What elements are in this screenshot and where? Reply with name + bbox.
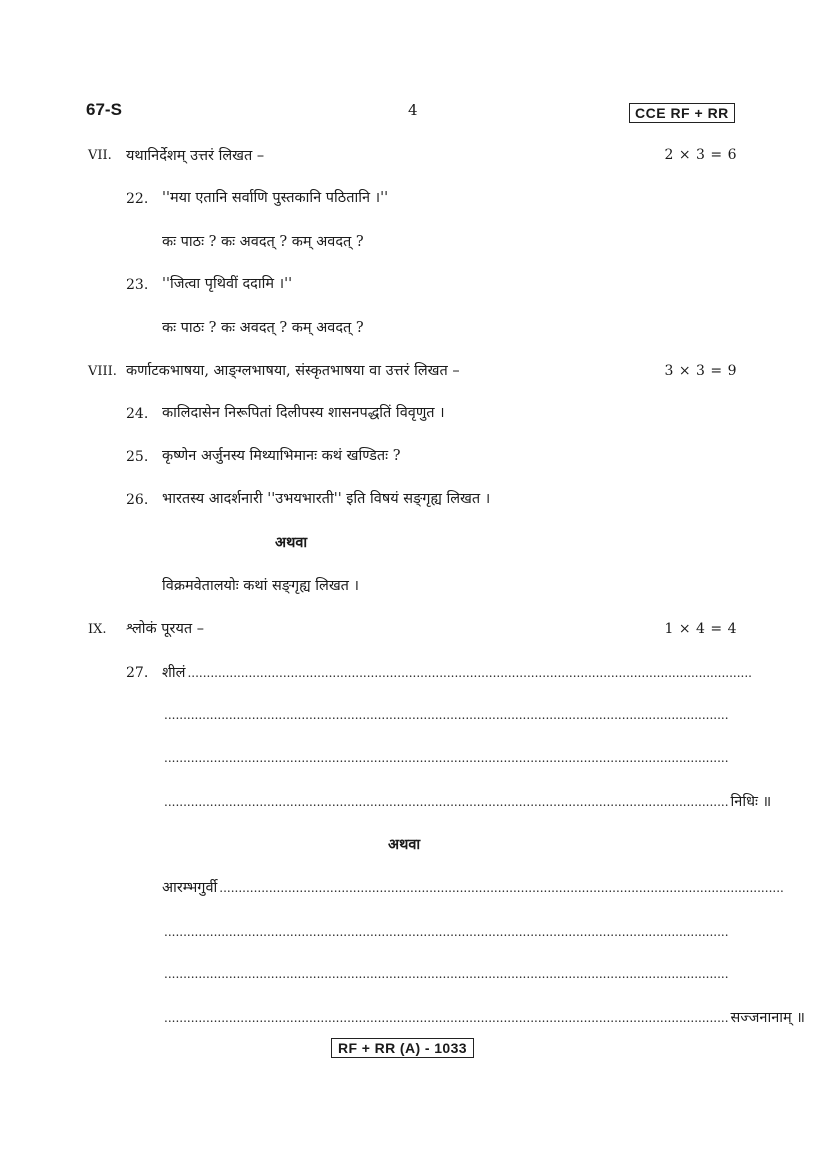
- section-8-instruction: कर्णाटकभाषया, आङ्ग्लभाषया, संस्कृतभाषया वा उत्तरं लिखत –: [126, 363, 460, 379]
- question-23-number: 23.: [126, 277, 149, 293]
- section-8-marks: 3 × 3 = 9: [664, 363, 737, 379]
- question-25-number: 25.: [126, 449, 149, 465]
- section-7-number: VII.: [88, 148, 112, 163]
- dotted-blank: ....................................................................................................................................................: [164, 751, 729, 765]
- dotted-blank: ....................................................................................................................................................: [164, 795, 729, 809]
- verse-end-word: निधिः ॥: [730, 794, 772, 810]
- or-label-8: अथवा: [275, 534, 308, 551]
- alt-verse-start-word: आरम्भगुर्वी: [162, 880, 218, 896]
- alt-verse-line-4: [162, 1007, 805, 1027]
- question-22-number: 22.: [126, 191, 149, 207]
- alt-verse-line-1: [162, 877, 784, 897]
- question-26-alternative: विक्रमवेतालयोः कथां सङ्गृह्य लिखत ।: [162, 578, 360, 594]
- page-number: 4: [408, 101, 418, 119]
- verse-line-1: [162, 662, 752, 682]
- or-label-9: अथवा: [388, 836, 421, 853]
- verse-line-2: [162, 708, 729, 722]
- question-27-number: 27.: [126, 665, 149, 681]
- alt-verse-end-word: सज्जनानाम् ॥: [730, 1010, 805, 1026]
- section-7-instruction: यथानिर्देशम् उत्तरं लिखत –: [126, 148, 265, 164]
- section-9-number: IX.: [88, 622, 107, 637]
- verse-line-3: [162, 751, 729, 765]
- question-23-text: ''जित्वा पृथिवीं ददामि ।'': [162, 276, 293, 292]
- question-23-sub: कः पाठः ? कः अवदत् ? कम् अवदत् ?: [162, 320, 364, 336]
- question-25-text: कृष्णेन अर्जुनस्य मिथ्याभिमानः कथं खण्डितः ?: [162, 448, 401, 464]
- paper-code: 67-S: [86, 100, 122, 119]
- verse-start-word: शीलं: [162, 665, 186, 681]
- question-26-text: भारतस्य आदर्शनारी ''उभयभारती'' इति विषयं सङ्गृह्य लिखत ।: [162, 491, 491, 507]
- dotted-blank: ....................................................................................................................................................: [164, 967, 729, 981]
- dotted-blank: ....................................................................................................................................................: [164, 1011, 729, 1025]
- section-9-instruction: श्लोकं पूरयत –: [126, 621, 205, 637]
- question-22-text: ''मया एतानि सर्वाणि पुस्तकानि पठितानि ।'': [162, 190, 389, 206]
- exam-type-box: CCE RF + RR: [629, 103, 735, 123]
- alt-verse-line-2: [162, 925, 729, 939]
- dotted-blank: ....................................................................................................................................................: [187, 666, 752, 680]
- question-26-number: 26.: [126, 492, 149, 508]
- section-7-marks: 2 × 3 = 6: [664, 147, 737, 163]
- dotted-blank: ....................................................................................................................................................: [164, 925, 729, 939]
- dotted-blank: ....................................................................................................................................................: [164, 708, 729, 722]
- question-24-text: कालिदासेन निरूपितां दिलीपस्य शासनपद्धतिं विवृणुत ।: [162, 405, 445, 421]
- section-8-number: VIII.: [88, 364, 117, 379]
- alt-verse-line-3: [162, 967, 729, 981]
- footer-code-box: RF + RR (A) - 1033: [331, 1038, 474, 1058]
- dotted-blank: ....................................................................................................................................................: [219, 881, 784, 895]
- question-22-sub: कः पाठः ? कः अवदत् ? कम् अवदत् ?: [162, 234, 364, 250]
- section-9-marks: 1 × 4 = 4: [664, 621, 737, 637]
- question-24-number: 24.: [126, 406, 149, 422]
- verse-line-4: [162, 791, 772, 811]
